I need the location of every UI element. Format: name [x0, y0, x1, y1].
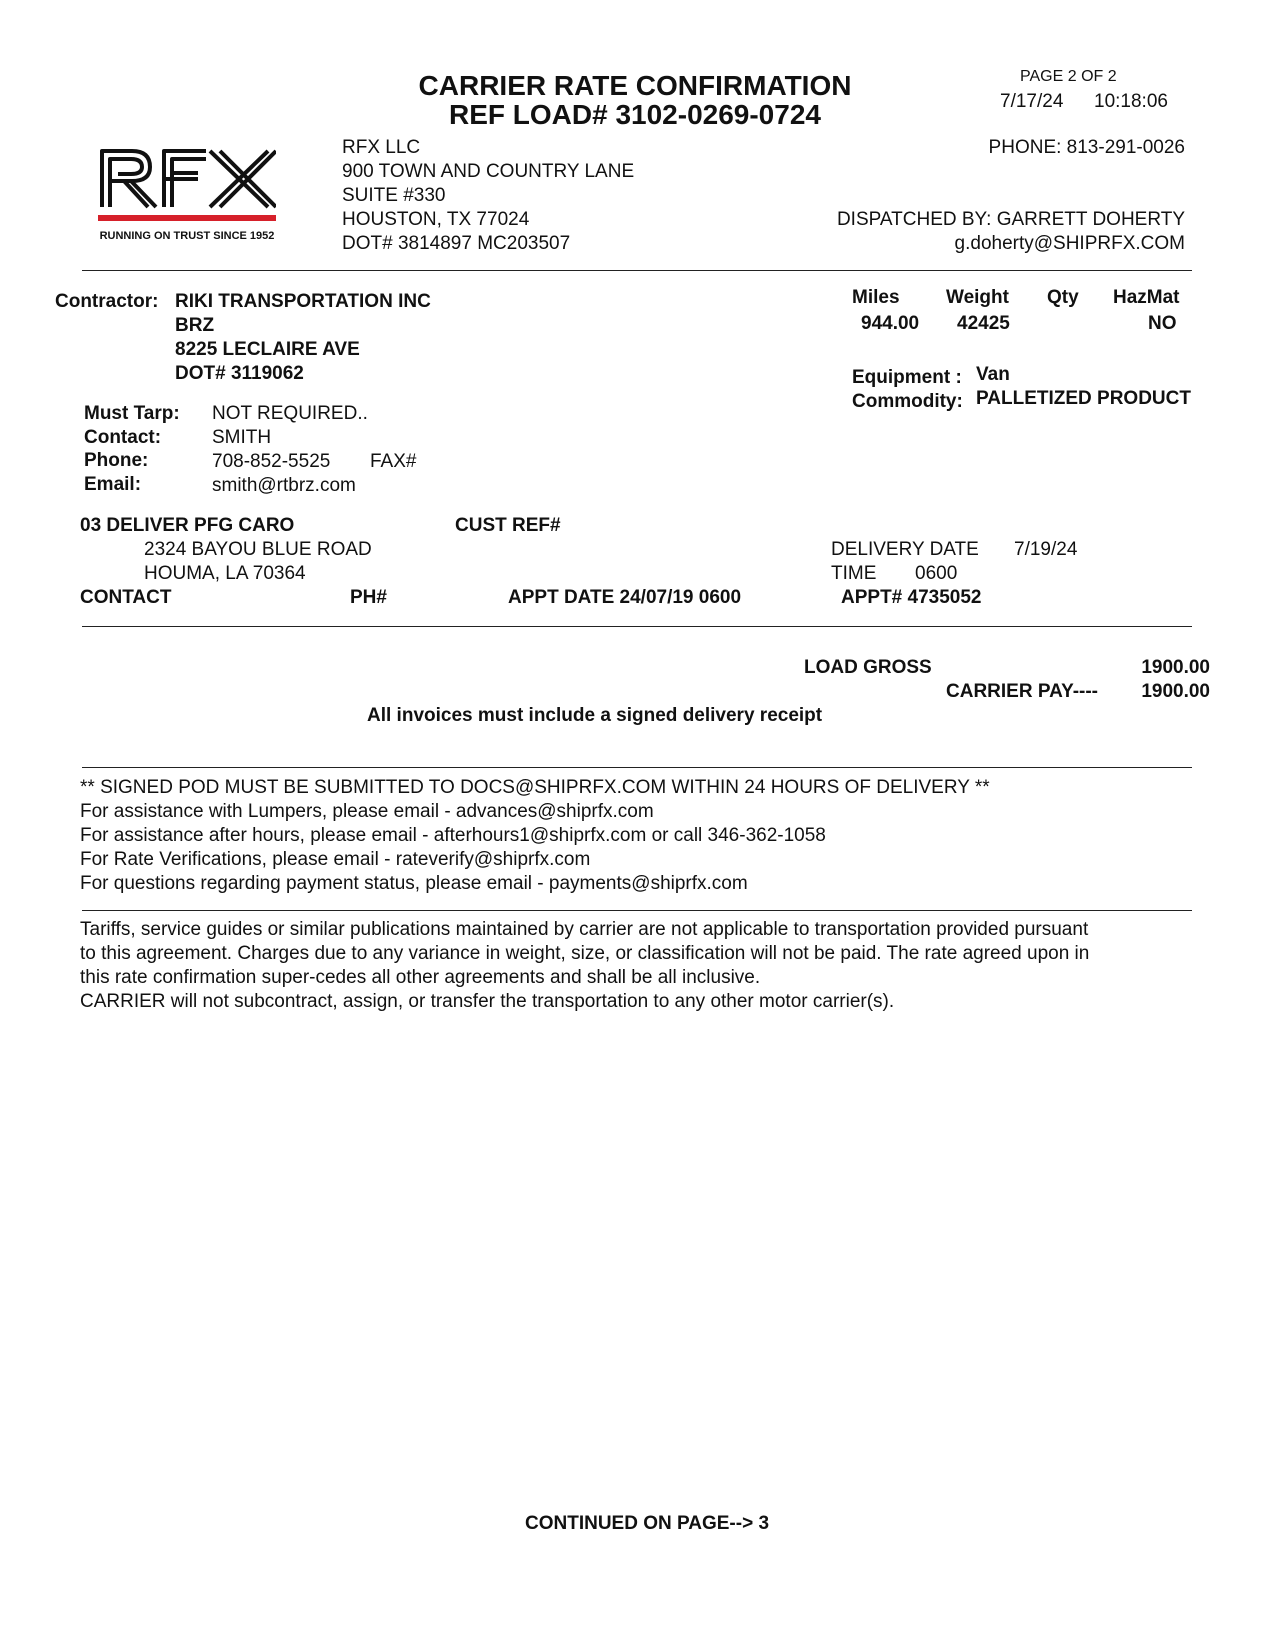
contractor-dot: DOT# 3119062 [175, 363, 304, 384]
contact-label: Contact: [84, 427, 162, 448]
contractor-name: RIKI TRANSPORTATION INC [175, 291, 431, 312]
appt-date: APPT DATE 24/07/19 0600 [508, 587, 742, 608]
delivery-date-value: 7/19/24 [1014, 539, 1078, 560]
commodity-value: PALLETIZED PRODUCT [976, 388, 1191, 409]
email-value[interactable]: smith@rtbrz.com [212, 475, 356, 496]
stop-city: HOUMA, LA 70364 [144, 563, 306, 584]
carrier-pay-value: 1900.00 [1141, 681, 1210, 702]
qty-header: Qty [1047, 287, 1079, 308]
dispatcher-email[interactable]: g.doherty@SHIPRFX.COM [954, 233, 1185, 254]
dispatched-by: DISPATCHED BY: GARRETT DOHERTY [836, 209, 1185, 230]
stop-address: 2324 BAYOU BLUE ROAD [144, 539, 372, 560]
document-title: CARRIER RATE CONFIRMATION [418, 70, 852, 101]
stop-title: 03 DELIVER PFG CARO [80, 515, 295, 536]
company-address1: 900 TOWN AND COUNTRY LANE [342, 161, 635, 182]
terms-line: this rate confirmation super-cedes all other agreements and shall be all inclusive. [80, 967, 761, 988]
after-hours-notice: For assistance after hours, please email - afterhours1@shiprfx.com or call 346-362-1058 [80, 825, 826, 846]
equipment-label: Equipment : [852, 367, 962, 388]
payment-notice: For questions regarding payment status, please email - payments@shiprfx.com [80, 873, 748, 894]
logo-accent-bar [98, 215, 276, 221]
fax-label: FAX# [370, 451, 417, 472]
stop-contact-label: CONTACT [80, 587, 172, 608]
contractor-label: Contractor: [55, 291, 159, 312]
continued-footer: CONTINUED ON PAGE--> 3 [525, 1513, 770, 1534]
stop-ph-label: PH# [350, 587, 387, 608]
delivery-date-label: DELIVERY DATE [831, 539, 979, 560]
hazmat-value: NO [1148, 313, 1177, 334]
logo-tagline: RUNNING ON TRUST SINCE 1952 [99, 230, 275, 242]
company-dot: DOT# 3814897 MC203507 [342, 233, 571, 254]
company-name: RFX LLC [342, 137, 421, 158]
contact-value: SMITH [212, 427, 272, 448]
weight-value: 42425 [957, 313, 1010, 334]
company-city: HOUSTON, TX 77024 [342, 209, 530, 230]
load-gross-value: 1900.00 [1141, 657, 1210, 678]
contractor-address: 8225 LECLAIRE AVE [175, 339, 360, 360]
hazmat-header: HazMat [1113, 287, 1180, 308]
lumper-notice: For assistance with Lumpers, please email - advances@shiprfx.com [80, 801, 654, 822]
contractor-line2: BRZ [175, 315, 215, 336]
divider [82, 767, 1192, 768]
invoice-note: All invoices must include a signed delivery receipt [367, 705, 823, 726]
phone-value: 708-852-5525 [212, 451, 331, 472]
weight-header: Weight [946, 287, 1009, 308]
terms-line: Tariffs, service guides or similar publications maintained by carrier are not applicable to transportation provided pursuant [80, 919, 1089, 940]
rfx-logo-mark [98, 145, 276, 255]
print-time: 10:18:06 [1094, 91, 1168, 112]
divider [82, 910, 1192, 911]
appt-number: APPT# 4735052 [841, 587, 982, 608]
delivery-time-label: TIME [831, 563, 877, 584]
commodity-label: Commodity: [852, 391, 963, 412]
terms-line: to this agreement. Charges due to any variance in weight, size, or classification will not be paid. The rate agreed upon in [80, 943, 1090, 964]
company-logo [98, 145, 276, 255]
print-date: 7/17/24 [1000, 91, 1064, 112]
pod-notice: ** SIGNED POD MUST BE SUBMITTED TO DOCS@SHIPRFX.COM WITHIN 24 HOURS OF DELIVERY ** [80, 777, 990, 798]
load-gross-label: LOAD GROSS [804, 657, 932, 678]
cust-ref-label: CUST REF# [455, 515, 561, 536]
page-indicator: PAGE 2 OF 2 [1020, 68, 1117, 85]
miles-header: Miles [852, 287, 900, 308]
ref-load-number: REF LOAD# 3102-0269-0724 [449, 99, 821, 130]
company-address2: SUITE #330 [342, 185, 446, 206]
phone-label: Phone: [84, 450, 149, 471]
carrier-pay-label: CARRIER PAY---- [946, 681, 1099, 702]
divider [82, 270, 1192, 271]
rate-verify-notice: For Rate Verifications, please email - rateverify@shiprfx.com [80, 849, 591, 870]
equipment-value: Van [976, 364, 1010, 385]
divider [82, 626, 1192, 627]
email-label: Email: [84, 474, 142, 495]
miles-value: 944.00 [861, 313, 920, 334]
terms-line: CARRIER will not subcontract, assign, or transfer the transportation to any other motor carrier(s). [80, 991, 895, 1012]
delivery-time-value: 0600 [915, 563, 958, 584]
must-tarp-label: Must Tarp: [84, 403, 180, 424]
company-phone: PHONE: 813-291-0026 [988, 137, 1185, 158]
must-tarp-value: NOT REQUIRED.. [212, 403, 368, 424]
